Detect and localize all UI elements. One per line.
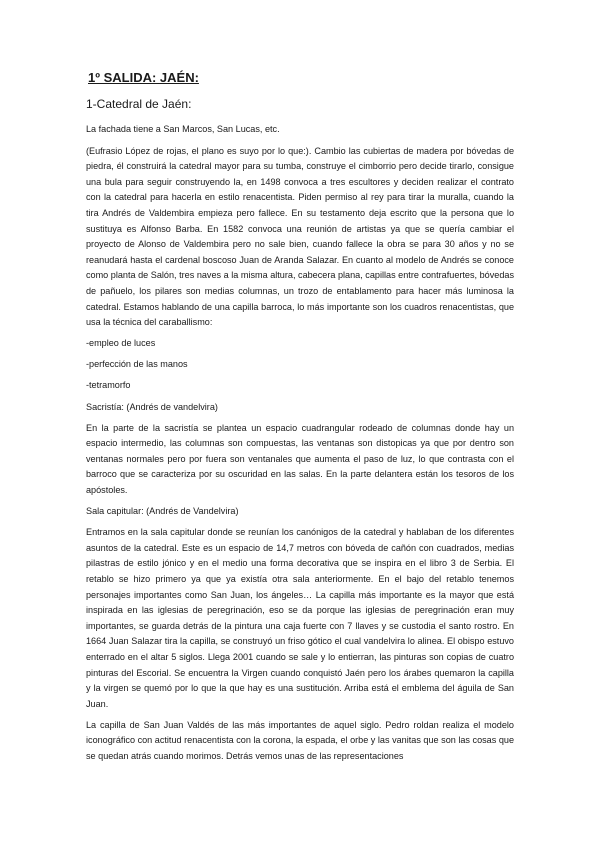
list-item: -tetramorfo bbox=[86, 380, 131, 391]
list-item: -empleo de luces bbox=[86, 338, 156, 349]
section-heading-sala-capitular: Sala capitular: (Andrés de Vandelvira) bbox=[86, 506, 239, 517]
list-item: -perfección de las manos bbox=[86, 359, 188, 370]
document-page bbox=[86, 70, 514, 770]
paragraph-intro: La fachada tiene a San Marcos, San Lucas, etc. bbox=[86, 124, 280, 134]
section-heading-sacristia: Sacristía: (Andrés de vandelvira) bbox=[86, 401, 218, 412]
paragraph-sala-capitular: Entramos en la sala capitular donde se reunían los canónigos de la catedral y hablaban de los diferentes asuntos de la catedral. Este es un espacio de 14,7 metros con bóveda de cañón con cuadrados, medias pilastras de estilo jónico y en el medio una forma decorativa que se inspira en el libro 3 de Serbia. El retablo se hizo primero ya que ya existía otra sala anteriormente. En el bajo del retablo tenemos personajes importantes como San Juan, los ángeles… La capilla más importante es la mayor que está inspirada en las iglesias de peregrinación, eso se da porque las iglesias de peregrinación eran muy importantes, se guarda detrás de la pintura una caja fuerte con 7 llaves y se custodia el santo rostro. En 1664 Juan Salazar tira la capilla, se construyó un friso gótico el cual vandelvira lo alinea. El obispo estuvo enterrado en el altar 5 siglos. Llega 2001 cuando se sale y lo entierran, las pinturas son copias de cuatro pinturas del Escorial. Se encuentra la Virgen cuando conquistó Jaén pero los árabes quemaron la capilla y la virgen se quemó por lo que la que hay es una sustitución. Arriba está el emblema del águila de San Juan. bbox=[86, 527, 514, 709]
paragraph-history: (Eufrasio López de rojas, el plano es suyo por lo que:). Cambio las cubiertas de madera por bóvedas de piedra, él construirá la catedral mayor para su tumba, construye el cimborrio pero decide tirarlo, consigue una bula para seguir construyendo la, en 1498 convoca a tres escultores y deciden realizar el contrato con la catedral para hacerla en estilo renacentista. Piden permiso al rey para tirar la muralla, cuando la tira Andrés de Valdembira empieza pero fallece. En su testamento deja escrito que la persona que lo sustituya es Alfonso Barba. En 1582 convoca una reunión de artistas ya que se quería cambiar el proyecto de Alonso de Valdembira pero no sale bien, cuando fallece la obra se para 30 años y no se reanudará hasta el cardenal boscoso Juan de Aranda Salazar. En cuanto al modelo de Andrés se conoce como planta de Salón, tres naves a la misma altura, cabecera plana, capillas entre contrafuertes, bóvedas de pañuelo, los pilares son medias columnas, un trozo de entablamento para hacer más luminosa la catedral. Estamos hablando de una capilla barroca, lo más importante son los cuadros renacentistas, que usa la técnica del caraballismo: bbox=[86, 145, 514, 328]
paragraph-capilla: La capilla de San Juan Valdés de las más importantes de aquel siglo. Pedro roldan realiza el modelo iconográfico con actitud renacentista con la corona, la espada, el orbe y las vanitas que son las cosas que se quedan atrás cuando morimos. Detrás vemos unas de las representaciones bbox=[86, 719, 514, 761]
section-heading-catedral: 1-Catedral de Jaén: bbox=[86, 97, 192, 111]
paragraph-sacristia: En la parte de la sacristía se plantea un espacio cuadrangular rodeado de columnas donde hay un espacio intermedio, las columnas son compuestas, las ventanas son distopicas ya que por dentro son ventanas normales pero por fuera son ventanales que aumenta el paso de luz, lo que contrasta con el barroco que se caracteriza por su oscuridad en las salas. En la parte delantera están los tesoros de los apóstoles. bbox=[86, 422, 514, 495]
document-title: 1º SALIDA: JAÉN: bbox=[88, 70, 199, 85]
